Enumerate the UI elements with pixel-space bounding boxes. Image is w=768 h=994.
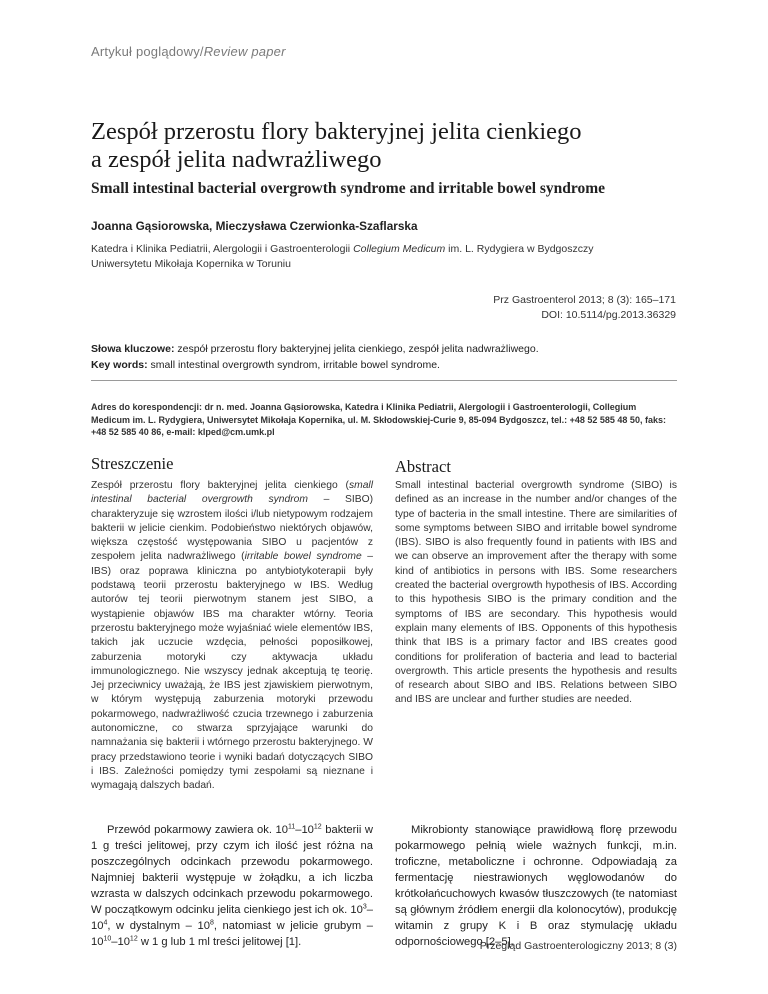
body-right-paragraph: Mikrobionty stanowiące prawidłową florę przewodu pokarmowego pełnią wiele ważnych funkcji, m.in. troficzne, metaboliczne i ochronne. Odpowiadają za fermentację niestrawionych węglowodanów do krótkołańcuchowych kwasów tłuszczowych (te natomiast są głównym źródłem energii dla kolonocytów), produkcję witamin z grupy K i B oraz stymulację układu odpornościowego [2–5]. [395, 824, 677, 948]
streszczenie-t3: – IBS) oraz poprawa kliniczna po antybiotykoterapii były podstawą teorii przerostu bakteryjnego w IBS. Według autorów tej teorii pierwotnym stanem jest SIBO, a wystąpienie objawów IBS ma charakter wtórny. Teoria przerostu bakteryjnego może wyjaśniać wiele elementów IBS, takich jak uczucie wzdęcia, pełności poposiłkowej, zaburzenia motoryki czy aktywacja układu immunologicznego. Nie wszyscy jednak akceptują tę teorię. Jej przeciwnicy uważają, że IBS jest zjawiskiem pierwotnym, w którym występują zaburzenia motoryki przewodu pokarmowego, nadwrażliwość czucia trzewnego i zaburzenia autonomiczne, co stwarza sprzyjające warunki do namnażania się bakterii i wtórnego przerostu bakteryjnego. W pracy przedstawiono teorie i wyniki badań dotyczących SIBO i IBS. Zależności pomiędzy tymi zespołami są nieznane i wymagają dalszych badań. [91, 551, 373, 792]
citation-doi: DOI: 10.5114/pg.2013.36329 [541, 309, 676, 321]
bl-c: bakterii w 1 g treści jelitowej, przy czym ich ilość jest różna na poszczególnych odcinkach przewodu pokarmowego. Najmniej bakterii występuje w żołądku, a ich liczba wzrasta w dalszych odcinkach przewodu pokarmowego. W początkowym odcinku jelita cienkiego jest ich ok. 10 [91, 824, 373, 916]
bl-s7: 12 [129, 935, 138, 943]
streszczenie-text [91, 479, 373, 794]
bl-s2: 12 [313, 823, 322, 831]
title-line-2: a zespół jelita nadwrażliwego [91, 146, 382, 173]
article-type-en: Review paper [203, 44, 286, 59]
keywords-en-label: Key words: [91, 359, 148, 371]
affiliation-part1: Katedra i Klinika Pediatrii, Alergologii i Gastroenterologii [91, 243, 354, 255]
streszczenie-i2: irritable bowel syndrome [244, 551, 362, 563]
keywords [91, 341, 711, 373]
article-type [91, 44, 286, 59]
abstract-text: Small intestinal bacterial overgrowth syndrome (SIBO) is defined as an increase in the number and/or changes of the type of bacteria in the small intestine. There are similarities of some symptoms between SIBO and irritable bowel syndrome (IBS). SIBO is also frequently found in patients with IBS and we can observe an improvement after the therapy with some kind of antibiotics in persons with IBS. Some researchers created the bacterial overgrowth hypothesis of IBS. According to this hypothesis SIBO is the primary condition and the symptoms of IBS are secondary. This hypothesis would explain many elements of IBS. Opponents of this hypothesis think that IBS is a primary factor and IBS creates good conditions for proliferation of bacteria and lead to bacterial overgrowth. This article presents the hypothesis and results of research about SIBO and IBS. Relations between SIBO and IBS are unclear and further studies are needed. [395, 480, 677, 706]
english-title: Small intestinal bacterial overgrowth syndrome and irritable bowel syndrome [91, 180, 606, 197]
citation [493, 293, 676, 323]
streszczenie-t2: – SIBO) charakteryzuje się wzrostem ilości i/lub nietypowym rodzajem bakterii w jelicie cienkim. Podobieństwo niektórych objawów, większa częstość występowania SIBO u pacjentów z zespołem jelita nadwrażliwego ( [91, 494, 374, 563]
divider [91, 380, 677, 381]
body-left-paragraph [91, 822, 373, 950]
bl-s4: 4 [103, 919, 108, 927]
article-type-pl: Artykuł poglądowy/ [91, 44, 204, 59]
affiliation-line2: Uniwersytetu Mikołaja Kopernika w Toruniu [91, 258, 291, 270]
bl-h: w 1 g lub 1 ml treści jelitowej [1]. [137, 936, 302, 948]
bl-s5: 8 [209, 919, 214, 927]
bl-a: Przewód pokarmowy zawiera ok. 10 [107, 824, 288, 836]
streszczenie-t1: Zespół przerostu flory bakteryjnej jelita cienkiego ( [91, 480, 349, 491]
authors: Joanna Gąsiorowska, Mieczysława Czerwionka-Szaflarska [91, 219, 418, 233]
bl-e: , w dystalnym – 10 [107, 920, 210, 932]
streszczenie-heading: Streszczenie [91, 454, 174, 473]
keywords-en-text: small intestinal overgrowth syndrom, irritable bowel syndrome. [147, 359, 440, 371]
streszczenie-i1: small intestinal bacterial overgrowth syndrom [91, 480, 373, 506]
page-title [91, 118, 711, 174]
affiliation [91, 242, 711, 272]
bl-f: , natomiast w jelicie grubym – 10 [91, 920, 373, 948]
bl-s1: 11 [287, 823, 296, 831]
bl-b: –10 [295, 824, 314, 836]
affiliation-italic: Collegium Medicum [353, 243, 446, 255]
bl-s6: 10 [103, 935, 112, 943]
affiliation-part2: im. L. Rydygiera w Bydgoszczy [445, 243, 594, 255]
abstract-heading: Abstract [395, 457, 451, 476]
journal-footer: Przegląd Gastroenterologiczny 2013; 8 (3) [479, 940, 677, 952]
keywords-pl-label: Słowa kluczowe: [91, 343, 175, 355]
bl-d: –10 [91, 904, 373, 932]
citation-journal: Prz Gastroenterol 2013; 8 (3): 165–171 [493, 294, 676, 306]
bl-s3: 3 [362, 903, 367, 911]
title-line-1: Zespół przerostu flory bakteryjnej jelita cienkiego [91, 118, 582, 145]
bl-g: –10 [111, 936, 130, 948]
keywords-pl-text: zespół przerostu flory bakteryjnej jelita cienkiego, zespół jelita nadwrażliwego. [174, 343, 539, 355]
correspondence: Adres do korespondencji: dr n. med. Joanna Gąsiorowska, Katedra i Klinika Pediatrii, Alergologii i Gastroenterologii, Collegium Medicum im. L. Rydygiera, Uniwersytet Mikołaja Kopernika, ul. M. Skłodowskiej-Curie 9, 85-094 Bydgoszcz, tel.: +48 52 585 48 50, faks: +48 52 585 40 86, e-mail: klped@cm.umk.pl [91, 402, 666, 437]
